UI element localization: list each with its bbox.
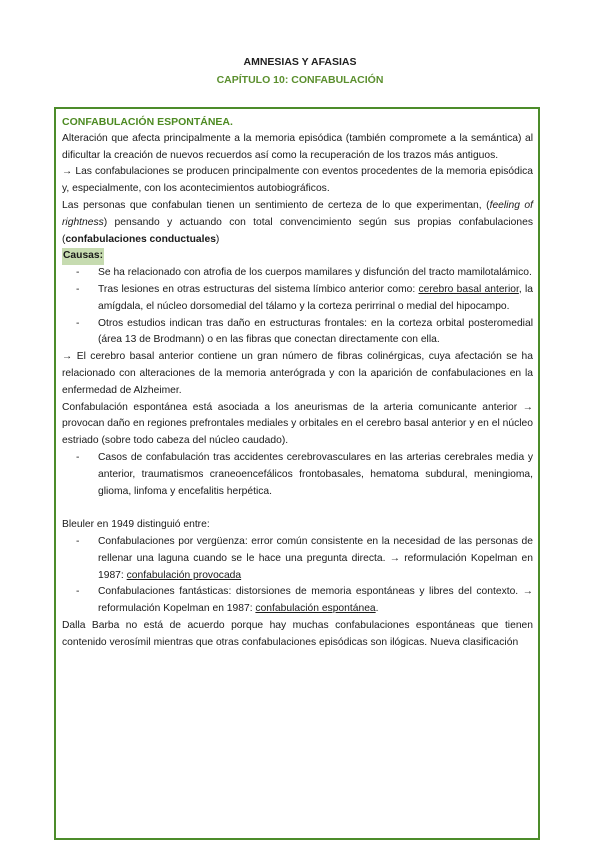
spacer [62, 500, 533, 517]
paragraph-certainty [62, 198, 533, 248]
feeling-of-rightness-term: feeling of rightness [62, 199, 533, 228]
section-title: CONFABULACIÓN ESPONTÁNEA. [62, 116, 233, 128]
paragraph-dalla-barba: Dalla Barba no está de acuerdo porque hay muchas confabulaciones espontáneas que tienen contenido verosímil mientras que otras confabulaciones episódicas son ilógicas. Nueva clasificación [62, 619, 533, 648]
item-text: Confabulaciones por vergüenza: error común consistente en la necesidad de las personas de rellenar una laguna cuando se le hace una pregunta directa. → reformulación Kopelman en 1987: [98, 535, 533, 581]
certainty-text-a: Las personas que confabulan tienen un sentimiento de certeza de lo que experimentan, ( [62, 199, 490, 211]
paragraph-bleuler: Bleuler en 1949 distinguió entre: [62, 519, 210, 531]
underlined-term: confabulación provocada [126, 569, 242, 581]
list-item: - Se ha relacionado con atrofia de los cuerpos mamilares y disfunción del tracto mamilotalámico. [98, 265, 533, 282]
item-text: . [375, 603, 379, 615]
underlined-term: confabulación espontánea [255, 603, 376, 615]
list-item [98, 534, 533, 584]
underlined-term: cerebro basal anterior [418, 283, 519, 295]
paragraph-episodic: → Las confabulaciones se producen principalmente con eventos procedentes de la memoria episódica y, especialmente, con los acontecimientos autobiográficos. [62, 166, 533, 195]
paragraph-definition: Alteración que afecta principalmente a la memoria episódica (también compromete a la semántica) al dificultar la creación de nuevos recuerdos así como la recuperación de los trazos más antiguos. [62, 132, 533, 161]
paragraph-aneurysm: Confabulación espontánea está asociada a los aneurismas de la arteria comunicante anterior → provocan daño en regiones prefrontales mediales y orbitales en el cerebro basal anterior y en el núcleo estriado (sobre todo cabeza del núcleo caudado). [62, 401, 533, 447]
certainty-text-b: ) pensando y actuando con total convencimiento según sus propias confabulaciones ( [62, 216, 533, 245]
item-text: Tras lesiones en otras estructuras del sistema límbico anterior como: [98, 283, 419, 295]
paragraph-cholinergic: → El cerebro basal anterior contiene un gran número de fibras colinérgicas, cuya afectación se ha relacionado con alteraciones de la memoria anterógrada y con la aparición de confabulaciones en la enfermedad de Alzheimer. [62, 351, 533, 396]
list-item [98, 584, 533, 618]
causas-list [62, 265, 533, 349]
chapter-subtitle: CAPÍTULO 10: CONFABULACIÓN [216, 74, 384, 86]
list-item: - Casos de confabulación tras accidentes cerebrovasculares en las arterias cerebrales media y anterior, traumatismos craneoencefálicos frontobasales, hematoma subdural, meningioma, glioma, linfoma y encefalitis herpética. [98, 450, 533, 500]
causas-label: Causas: [62, 248, 104, 265]
cases-list [62, 450, 533, 500]
item-text: Confabulaciones fantásticas: distorsiones de memoria espontáneas y libres del contexto. → reformulación Kopelman en 1987: [98, 586, 533, 615]
certainty-text-c: ) [215, 233, 220, 245]
bleuler-list [62, 534, 533, 618]
list-item [98, 282, 533, 316]
document-title: AMNESIAS Y AFASIAS [243, 56, 357, 68]
conductual-term: confabulaciones conductuales [65, 233, 216, 245]
list-item: - Otros estudios indican tras daño en estructuras frontales: en la corteza orbital posteromedial (área 13 de Brodmann) o en las fibras que conectan directamente con ella. [98, 316, 533, 350]
item-text: , la amígdala, el núcleo dorsomedial del tálamo y la corteza perirrinal o medial del hipocampo. [98, 283, 533, 312]
content-box [54, 107, 540, 840]
